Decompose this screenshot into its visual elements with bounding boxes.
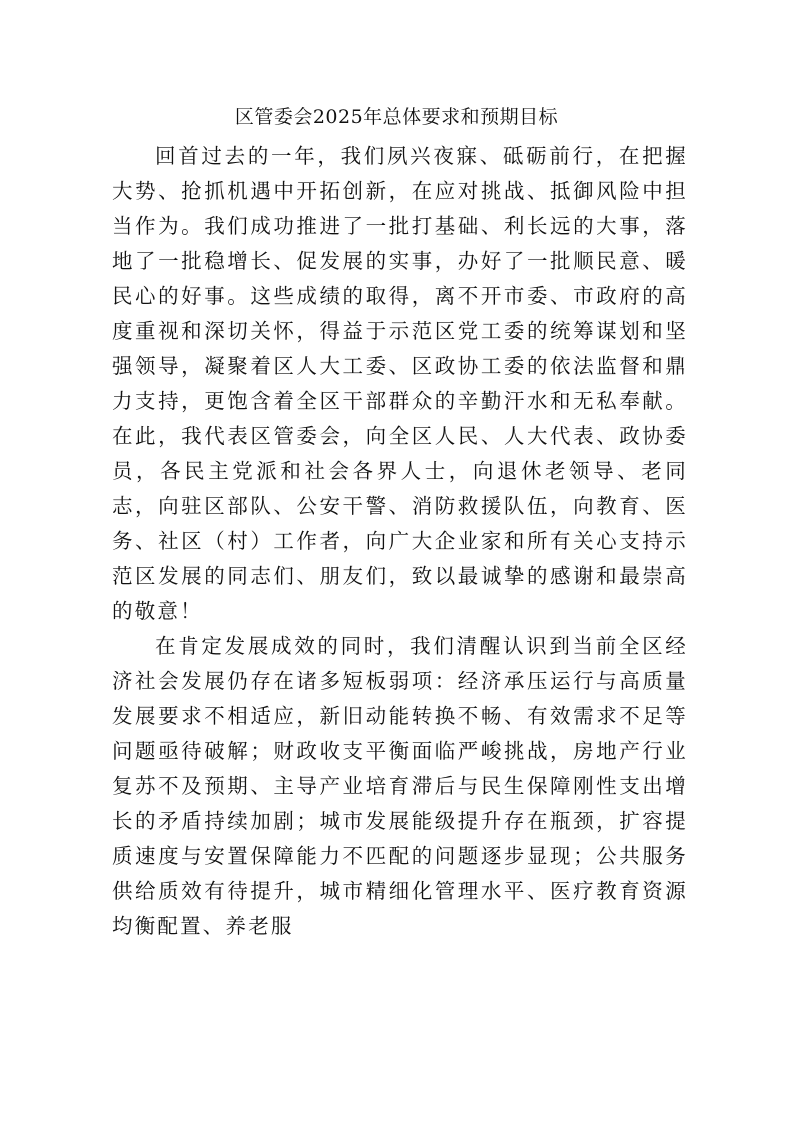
paragraph-review: 回首过去的一年，我们夙兴夜寐、砥砺前行，在把握大势、抢抓机遇中开拓创新，在应对挑战、抵御风险中担当作为。我们成功推进了一批打基础、利长远的大事，落地了一批稳增长、促发展的实事，办好了一批顺民意、暖民心的好事。这些成绩的取得，离不开市委、市政府的高度重视和深切关怀，得益于示范区党工委的统筹谋划和坚强领导，凝聚着区人大工委、区政协工委的依法监督和鼎力支持，更饱含着全区干部群众的辛勤汗水和无私奉献。在此，我代表区管委会，向全区人民、人大代表、政协委员，各民主党派和社会各界人士，向退休老领导、老同志，向驻区部队、公安干警、消防救援队伍，向教育、医务、社区（村）工作者，向广大企业家和所有关心支持示范区发展的同志们、朋友们，致以最诚挚的感谢和最崇高的敬意！ (112, 144, 688, 623)
document-title: 区管委会2025年总体要求和预期目标 (234, 106, 559, 128)
document-body (112, 139, 688, 944)
paragraph-shortcomings: 在肯定发展成效的同时，我们清醒认识到当前全区经济社会发展仍存在诸多短板弱项：经济承压运行与高质量发展要求不相适应，新旧动能转换不畅、有效需求不足等问题亟待破解；财政收支平衡面临严峻挑战，房地产行业复苏不及预期、主导产业培育滞后与民生保障刚性支出增长的矛盾持续加剧；城市发展能级提升存在瓶颈，扩容提质速度与安置保障能力不匹配的问题逐步显现；公共服务供给质效有待提升，城市精细化管理水平、医疗教育资源均衡配置、养老服 (112, 634, 688, 938)
